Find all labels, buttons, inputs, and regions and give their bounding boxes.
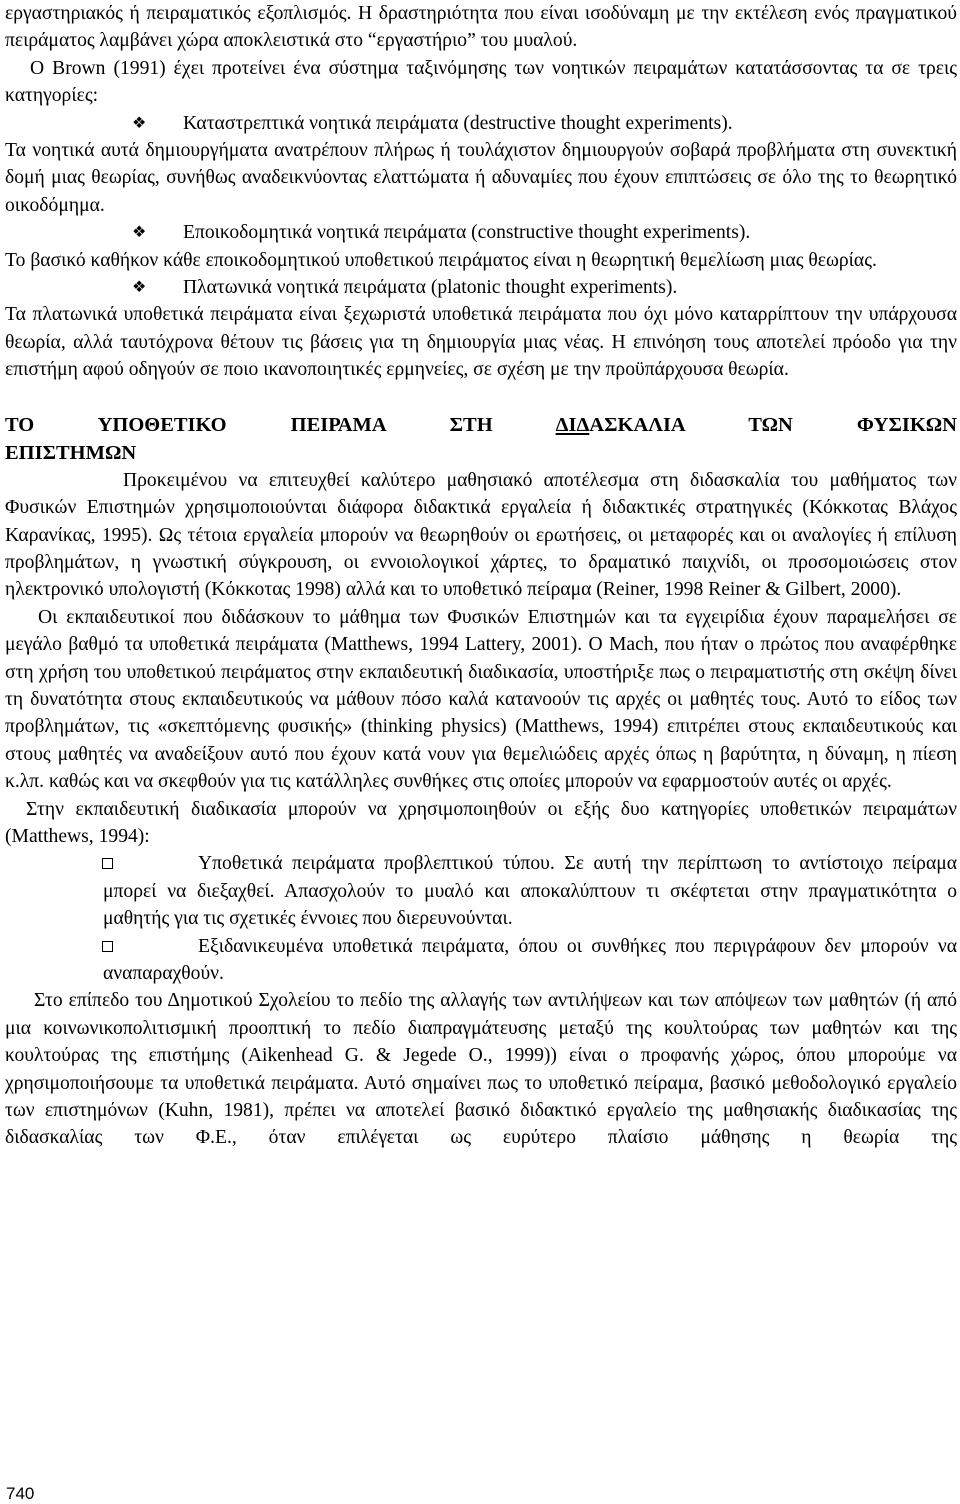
paragraph-platonic: Τα πλατωνικά υποθετικά πειράματα είναι ξεχωριστά υποθετικά πειράματα που όχι μόνο καταρρίπτουν την υπάρχουσα θεωρία, αλλά ταυτόχρονα θέτουν τις βάσεις για τη δημιουργία μιας νέας. Η επινόηση τους αποτελεί πρόοδο για την επιστήμη αφού οδηγούν σε ποιο ικανοποιητικές ερμηνείες, σε σχέση με την προϋπάρχουσα θεωρία. xyxy=(5,304,957,381)
diamond-bullet-icon: ❖ xyxy=(132,279,147,297)
section-heading-line2: ΕΠΙΣΤΗΜΩΝ xyxy=(5,441,137,464)
paragraph-tools: Προκειμένου να επιτευχθεί καλύτερο μαθησιακό αποτέλεσμα στη διδασκαλία του μαθήματος των Φυσικών Επιστημών χρησιμοποιούνται διάφορα διδακτικά εργαλεία ή διδακτικές στρατηγικές (Κόκκοτας Βλάχος Καρανίκας, 1995). Ως τέτοια εργαλεία μπορούν να θεωρηθούν οι ερωτήσεις, οι μεταφορές και οι αναλογίες ή επίλυση προβλημάτων, η γνωστική σύγκρουση, οι εννοιολογικοί χάρτες, το δραματικό παιχνίδι, οι προσομοιώσεις στον ηλεκτρονικό υπολογιστή (Κόκκοτας 1998) αλλά και το υποθετικό πείραμα (Reiner, 1998 Reiner & Gilbert, 2000). xyxy=(5,469,957,601)
paragraph-intro: εργαστηριακός ή πειραματικός εξοπλισμός. Η δραστηριότητα που είναι ισοδύναμη με την εκτέλεση ενός πραγματικού πειράματος λαμβάνει χώρα αποκλειστικά στο “εργαστήριο” του μυαλού. xyxy=(5,3,957,52)
checkbox-bullet-icon xyxy=(102,858,113,869)
paragraph-destructive: Τα νοητικά αυτά δημιουργήματα ανατρέπουν πλήρως ή τουλάχιστον δημιουργούν σοβαρά προβλήματα στη συνεκτική δομή μιας θεωρίας, συνήθως αναδεικνύοντας ελαττώματα ή αδυναμίες που έχουν επιπτώσεις σε όλο της το θεωρητικό οικοδόμημα. xyxy=(5,140,957,216)
paragraph-categories: Στην εκπαιδευτική διαδικασία μπορούν να χρησιμοποιηθούν οι εξής δυο κατηγορίες υποθετικών πειραμάτων (Matthews, 1994): xyxy=(5,798,957,847)
paragraph-constructive: Το βασικό καθήκον κάθε εποικοδομητικού υποθετικού πειράματος είναι η θεωρητική θεμελίωση μιας θεωρίας. xyxy=(5,249,877,271)
section-heading-line1: ΤΟ ΥΠΟΘΕΤΙΚΟ ΠΕΙΡΑΜΑ ΣΤΗ ΔΙΔΑΣΚΑΛΙΑ ΤΩΝ ΦΥΣΙΚΩΝ xyxy=(5,413,957,436)
paragraph-teachers: Οι εκπαιδευτικοί που διδάσκουν το μάθημα των Φυσικών Επιστημών και τα εγχειρίδια έχουν παραμελήσει σε μεγάλο βαθμό τα υποθετικά πειράματα (Matthews, 1994 Lattery, 2001). Ο Mach, που ήταν ο πρώτος που αναφέρθηκε στη χρήση του υποθετικού πειράματος στην εκπαιδευτική διαδικασία, υποστήριξε πως ο πειραματιστής στη σκέψη δίνει τη δυνατότητα στους εκπαιδευτικούς να μάθουν πόσο καλά κατανοούν τις αρχές οι μαθητές τους. Αυτό το είδος των προβλημάτων, τις «σκεπτόμενης φυσικής» (thinking physics) (Matthews, 1994) επιτρέπει στους εκπαιδευτικούς και στους μαθητές να αναδείξουν αυτό που έχουν κατά νουν για θεμελιώδεις αρχές όπως η βαρύτητα, η δύναμη, η πίεση κ.λπ. καθώς και να σκεφθούν για τις κατάλληλες συνθήκες στις οποίες μπορούν να εφαρμοστούν αυτές οι αρχές. xyxy=(5,606,957,793)
bullet-platonic: ❖ Πλατωνικά νοητικά πειράματα (platonic thought experiments). xyxy=(5,274,957,301)
section-heading xyxy=(5,411,957,467)
page-number: 740 xyxy=(6,1484,35,1503)
bullet-destructive: ❖ Καταστρεπτικά νοητικά πειράματα (destructive thought experiments). xyxy=(5,110,957,137)
list-item-predictive: Υποθετικά πειράματα προβλεπτικού τύπου. Σε αυτή την περίπτωση το αντίστοιχο πείραμα μπορεί να διεξαχθεί. Απασχολούν το μυαλό και αποκαλύπτουν τι σκέφτεται στην πραγματικότητα ο μαθητής για τις σχετικές έννοιες που διερευνούνται. xyxy=(103,853,957,930)
list-item-idealized: Εξιδανικευμένα υποθετικά πειράματα, όπου οι συνθήκες που περιγράφουν δεν μπορούν να αναπαραχθούν. xyxy=(103,935,957,984)
checkbox-bullet-icon xyxy=(102,941,113,952)
diamond-bullet-icon: ❖ xyxy=(132,224,147,242)
paragraph-primary-school: Στο επίπεδο του Δημοτικού Σχολείου το πεδίο της αλλαγής των αντιλήψεων και των απόψεων των μαθητών (ή από μια κοινωνικοπολιτισμική προοπτική το πεδίο διαπραγμάτευσης μεταξύ της κουλτούρας των μαθητών και της κουλτούρας της επιστήμης (Aikenhead G. & Jegede O., 1999)) είναι ο προφανής χώρος, όπου μπορούμε να χρησιμοποιήσουμε τα υποθετικά πειράματα. Αυτό σημαίνει πως το υποθετικό πείραμα, βασικό μεθοδολογικό εργαλείο των επιστημόνων (Kuhn, 1981), πρέπει να αποτελεί βασικό διδακτικό εργαλείο της μαθησιακής διαδικασίας της διδασκαλίας των Φ.Ε., όταν επιλέγεται ως ευρύτερο πλαίσιο μάθησης η θεωρία της xyxy=(5,990,957,1149)
paragraph-brown: Ο Brown (1991) έχει προτείνει ένα σύστημα ταξινόμησης των νοητικών πειραμάτων κατατάσσοντας τα σε τρεις κατηγορίες: xyxy=(5,57,957,107)
diamond-bullet-icon: ❖ xyxy=(132,114,147,132)
document-page xyxy=(5,0,957,1152)
bullet-constructive: ❖ Εποικοδομητικά νοητικά πειράματα (constructive thought experiments). xyxy=(5,219,957,246)
